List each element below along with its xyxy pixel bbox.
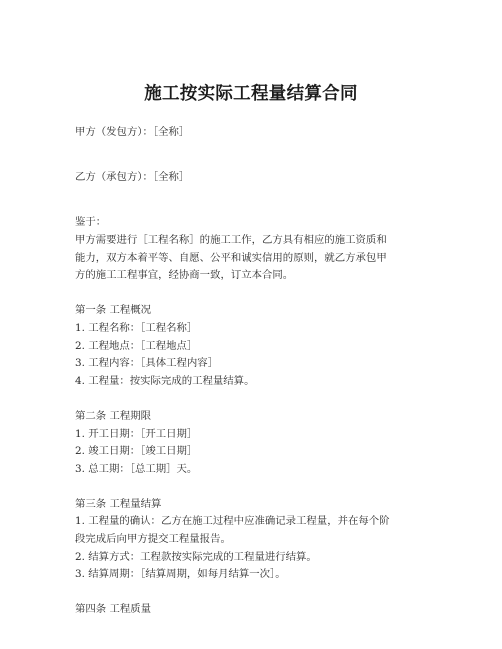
party-a-line: 甲方（发包方）：［全称］	[75, 126, 190, 138]
whereas-line: 方的施工工程事宜，经协商一致，订立本合同。	[75, 269, 294, 282]
article-heading: 第四条 工程质量	[75, 603, 152, 616]
article-item: 3. 工程内容：［具体工程内容］	[75, 357, 219, 370]
article-item: 4. 工程量：按实际完成的工程量结算。	[75, 374, 255, 387]
document-title: 施工按实际工程量结算合同	[144, 84, 358, 104]
document-body	[75, 124, 435, 619]
article-item: 3. 结算周期：［结算周期，如每月结算一次］。	[75, 568, 286, 581]
whereas-line: 能力，双方本着平等、自愿、公平和诚实信用的原则，就乙方承包甲	[75, 251, 387, 264]
article-item: 2. 竣工日期：［竣工日期］	[75, 445, 198, 458]
article-item: 1. 工程名称：［工程名称］	[75, 321, 198, 334]
article-item: 段完成后向甲方提交工程量报告。	[75, 533, 231, 546]
article-item: 1. 开工日期：［开工日期］	[75, 427, 198, 440]
article-item: 2. 工程地点：［工程地点］	[75, 339, 198, 352]
whereas-heading: 鉴于：	[75, 216, 107, 229]
article-item: 1. 工程量的确认：乙方在施工过程中应准确记录工程量，并在每个阶	[75, 515, 390, 528]
article-item: 3. 总工期：［总工期］天。	[75, 462, 198, 475]
article-heading: 第二条 工程期限	[75, 409, 152, 422]
article-heading: 第三条 工程量结算	[75, 497, 162, 510]
article-item: 2. 结算方式：工程款按实际完成的工程量进行结算。	[75, 550, 317, 563]
article-heading: 第一条 工程概况	[75, 304, 152, 317]
party-b-line: 乙方（承包方）：［全称］	[75, 171, 190, 184]
whereas-line: 甲方需要进行［工程名称］的施工工作，乙方具有相应的施工资质和	[75, 233, 387, 246]
